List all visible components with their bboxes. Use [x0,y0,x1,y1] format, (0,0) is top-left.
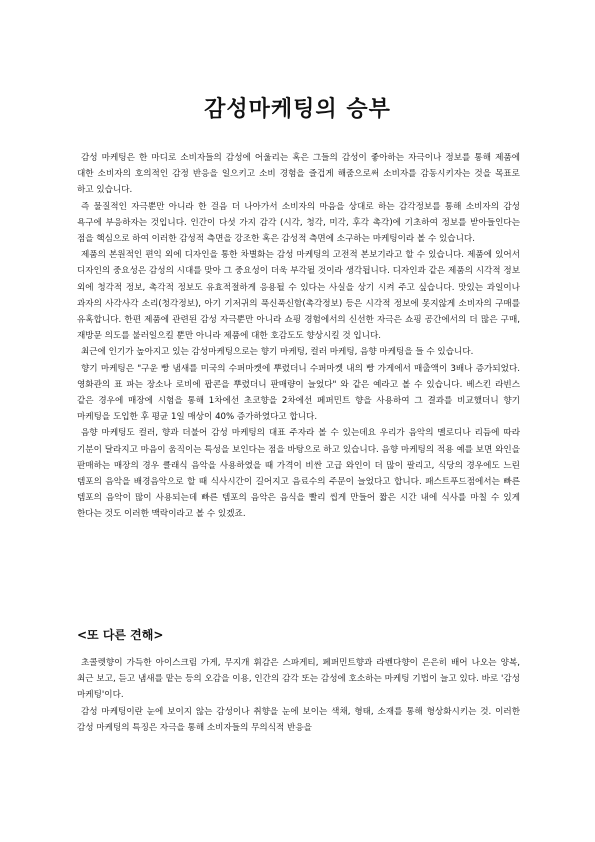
paragraph: 즉 물질적인 자극뿐만 아니라 한 걸음 더 나아가서 소비자의 마음을 상대로 하는 감각정보를 통해 소비자의 감성 욕구에 부응하자는 것입니다. 인간이 다섯 가지 감각 (시각, 청각, 미각, 후각 촉각)에 기초하여 정보를 받아들인다는 점을 핵심으로 하여 이러한 감성적 측면을 강조한 혹은 감성적 측면에 소구하는 마케팅이라 볼 수 있습니다. [77,201,520,245]
paragraph: 음향 마케팅도 컬러, 향과 더불어 감성 마케팅의 대표 주자라 볼 수 있는데요 우리가 음악의 멜로디나 리듬에 따라 기분이 달라지고 마음이 움직이는 특성을 보인다는 점을 바탕으로 하고 있습니다. 음향 마케팅의 적용 예를 보면 와인을 판매하는 매장의 경우 클래식 음악을 사용하였을 때 가격이 비싼 고급 와인이 더 많이 팔리고, 식당의 경우에도 느린 템포의 음악을 배경음악으로 할 때 식사시간이 길어지고 음료수의 주문이 늘었다고 합니다. 패스트푸드점에서는 빠른 템포의 음악이 많이 사용되는데 빠른 템포의 음악은 음식을 빨리 씹게 만들어 짧은 시간 내에 식사를 마칠 수 있게 한다는 것도 이러한 맥락이라고 볼 수 있겠죠. [77,428,520,520]
section-2-body [77,655,520,736]
section-2-heading: <또 다른 견해> [77,628,164,642]
paragraph: 초콜렛향이 가득한 아이스크림 가게, 무지개 휘감은 스파게티, 페퍼민트향과 라벤다향이 은은히 배어 나오는 양복, 최근 보고, 듣고 냄새를 맡는 등의 오감을 이용, 인간의 감각 또는 감성에 호소하는 마케팅 기법이 늘고 있다. 바로 '감성 마케팅'이다. [77,658,520,701]
paragraph: 제품의 본원적인 편익 외에 디자인을 통한 차별화는 감성 마케팅의 고전적 본보기라고 할 수 있습니다. 제품에 있어서 디자인의 중요성은 감성의 시대를 맞아 그 중요성이 더욱 부각될 것이라 생각됩니다. 디자인과 같은 제품의 시각적 정보 외에 청각적 정보, 촉각적 정보도 유효적절하게 응용될 수 있다는 사실을 상기 시켜 주고 싶습니다. 맛있는 과일이나 과자의 사각사각 소리(청각정보), 아기 기저귀의 푹신푹신함(촉각정보) 등은 시각적 정보에 못지않게 소비자의 구매를 유혹합니다. 한편 제품에 관련된 감성 자극뿐만 아니라 쇼핑 경험에서의 신선한 자극은 쇼핑 공간에서의 더 많은 구매, 재방문 의도를 불러일으킬 뿐만 아니라 제품에 대한 호감도도 향상시킬 것 입니다. [77,250,520,342]
paragraph: 감성 마케팅이란 눈에 보이지 않는 감성이나 취향을 눈에 보이는 색채, 형태, 소재를 통해 형상화시키는 것. 이러한 감성 마케팅의 특징은 자극을 통해 소비자들의 무의식적 반응을 [77,706,520,733]
document-title: 감성마케팅의 승부 [204,97,391,122]
paragraph: 감성 마케팅은 한 마디로 소비자들의 감성에 어울리는 혹은 그들의 감성이 좋아하는 자극이나 정보를 통해 제품에 대한 소비자의 호의적인 감정 반응을 일으키고 소비 경험을 즐겁게 해줌으로써 소비자를 감동시키자는 것을 목표로 하고 있습니다. [77,153,520,196]
paragraph: 향기 마케팅은 "구운 빵 냄새를 미국의 수퍼마켓에 뿌렸더니 수퍼마켓 내의 빵 가게에서 매출액이 3배나 증가되었다. 영화관의 표 파는 장소나 로비에 팝콘을 뿌렸더니 판매량이 늘었다" 와 같은 예라고 볼 수 있습니다. 베스킨 라빈스 같은 경우에 매장에 시험을 통해 1차에선 초코향을 2차에선 페퍼민트 향을 사용하여 그 결과를 비교했더니 향기 마케팅을 도입한 후 평균 1일 매상이 40% 증가하였다고 합니다. [77,363,520,423]
paragraph: 최근에 인기가 높아지고 있는 감성마케팅으로는 향기 마케팅, 컬러 마케팅, 음향 마케팅을 들 수 있습니다. [81,347,474,358]
section-1-body [77,150,520,523]
